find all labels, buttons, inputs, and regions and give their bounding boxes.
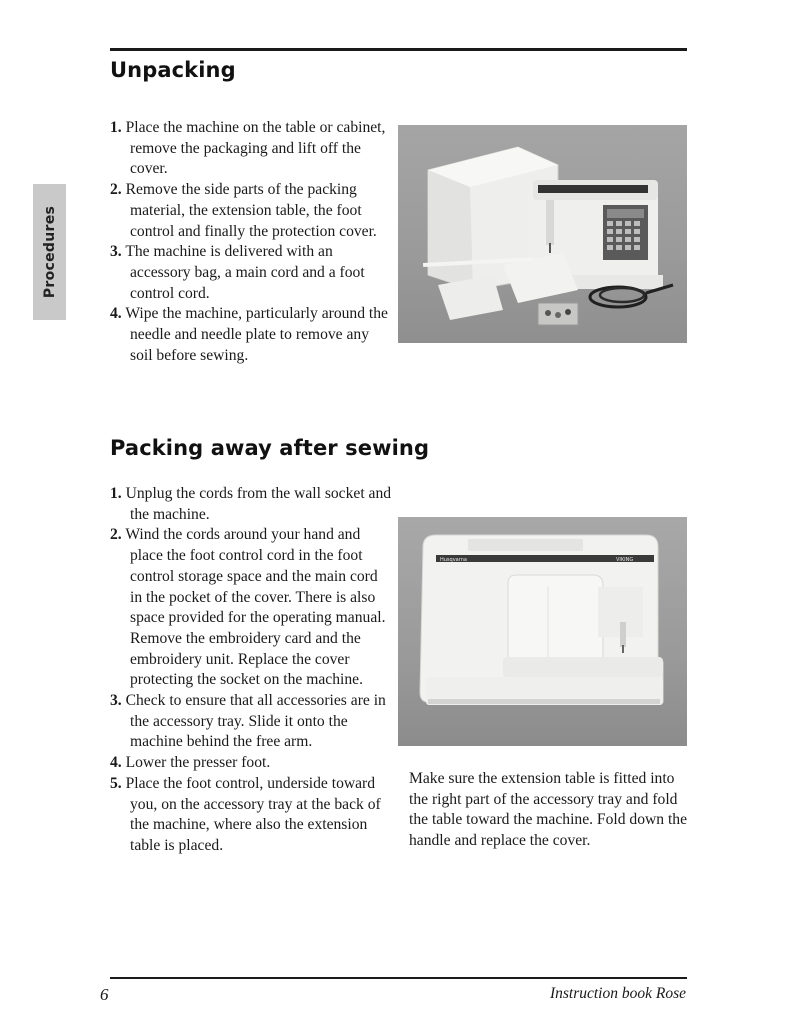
page-number: 6 [100,985,109,1004]
unpacked-machine-illustration [398,125,687,343]
list-item: 1. Unplug the cords from the wall socket and the machine. [110,485,392,523]
list-item: 5. Place the foot control, underside toward you, on the accessory tray at the back of the machine, where also the extension table is placed. [110,774,381,854]
covered-machine-illustration [398,517,687,746]
brand-left-text: Husqvarna [440,557,467,563]
covered-machine-photo [398,517,687,746]
list-item: 3. Check to ensure that all accessories are in the accessory tray. Slide it onto the machine behind the free arm. [110,692,386,751]
list-item: 4. Lower the presser foot. [110,754,271,772]
unpacking-heading: Unpacking [110,58,236,82]
list-item: 2. Remove the side parts of the packing material, the extension table, the foot control and finally the protection cover. [110,181,377,240]
list-item: 4. Wipe the machine, particularly around the needle and needle plate to remove any soil before sewing. [110,305,388,364]
top-rule [110,48,687,51]
brand-right-text: VIKING [616,557,634,563]
packing-steps-list [110,484,392,857]
packing-heading: Packing away after sewing [110,436,430,460]
side-tab-label: Procedures [41,205,58,299]
list-item: 2. Wind the cords around your hand and place the foot control cord in the foot control storage space and the main cord in the pocket of the cover. There is also space provided for the operating manual. Remove the embroidery card and the embroidery unit. Replace the cover protecting the socket on the machine. [110,526,386,689]
unpacking-steps-list [110,118,392,366]
list-item: 3. The machine is delivered with an accessory bag, a main cord and a foot control cord. [110,243,365,302]
unpacking-photo [398,125,687,343]
section-side-tab [33,184,66,320]
packing-note: Make sure the extension table is fitted into the right part of the accessory tray and fold the table toward the machine. Fold down the handle and replace the cover. [409,770,688,850]
running-title: Instruction book Rose [549,985,686,1002]
list-item: 1. Place the machine on the table or cabinet, remove the packaging and lift off the cover. [110,119,386,178]
bottom-rule [110,977,687,979]
